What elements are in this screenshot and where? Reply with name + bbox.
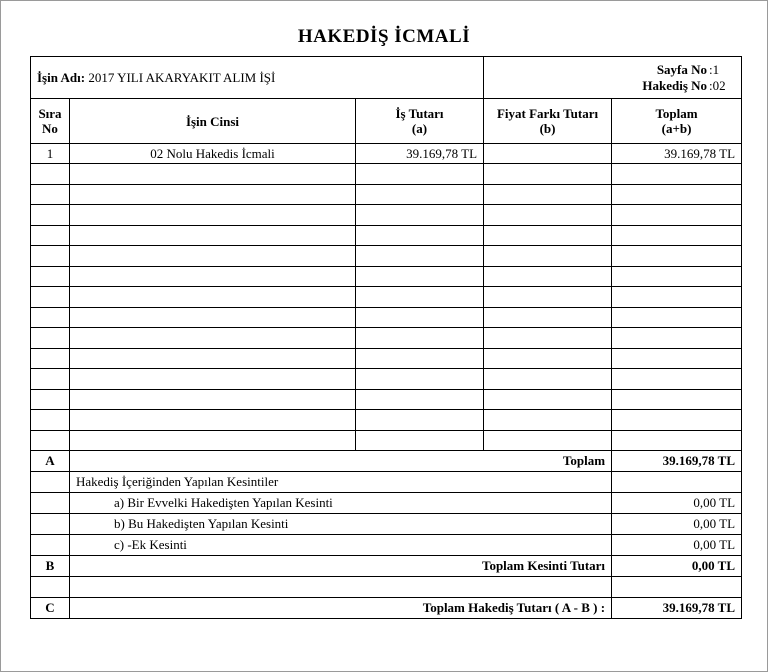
job-info-row [31, 57, 742, 99]
empty-row [31, 389, 742, 410]
empty-row [31, 266, 742, 287]
page-no-value: :1 [709, 61, 720, 77]
col-header-is-tutari: İş Tutarı (a) [356, 99, 484, 144]
summary-a-value: 39.169,78 TL [612, 451, 742, 472]
row-cinsi: 02 Nolu Hakedis İcmali [70, 144, 356, 164]
empty-row [31, 246, 742, 267]
col-header-cinsi: İşin Cinsi [70, 99, 356, 144]
empty-row [31, 205, 742, 226]
spacer-row [31, 577, 742, 598]
summary-b-value: 0,00 TL [612, 556, 742, 577]
empty-row [31, 410, 742, 431]
summary-c-text: Toplam Hakediş Tutarı ( A - B ) : [70, 598, 612, 619]
deduction-row [31, 535, 742, 556]
row-toplam: 39.169,78 TL [612, 144, 742, 164]
payment-no-label: Hakediş No [642, 77, 708, 93]
deductions-title: Hakediş İçeriğinden Yapılan Kesintiler [70, 472, 612, 493]
empty-row [31, 164, 742, 185]
empty-row [31, 328, 742, 349]
deduction-row [31, 493, 742, 514]
summary-row-c [31, 598, 742, 619]
deduction-value: 0,00 TL [612, 514, 742, 535]
deduction-row [31, 514, 742, 535]
deduction-label: b) Bu Hakedişten Yapılan Kesinti [70, 514, 612, 535]
page-no-label: Sayfa No [656, 61, 708, 77]
meta-cell [484, 57, 742, 99]
col-header-sira: Sıra No [31, 99, 70, 144]
empty-row [31, 307, 742, 328]
row-is-tutari: 39.169,78 TL [356, 144, 484, 164]
summary-c-label: C [31, 598, 70, 619]
summary-row-b [31, 556, 742, 577]
summary-b-label: B [31, 556, 70, 577]
deduction-value: 0,00 TL [612, 493, 742, 514]
deductions-title-row [31, 472, 742, 493]
job-name-cell [31, 57, 484, 99]
row-sira: 1 [31, 144, 70, 164]
empty-row [31, 184, 742, 205]
row-fiyat-farki [484, 144, 612, 164]
deduction-label: c) -Ek Kesinti [70, 535, 612, 556]
empty-row [31, 430, 742, 451]
document-title: HAKEDİŞ İCMALİ [297, 26, 471, 47]
empty-row [31, 225, 742, 246]
summary-b-text: Toplam Kesinti Tutarı [70, 556, 612, 577]
summary-row-a [31, 451, 742, 472]
table-row [31, 144, 742, 164]
summary-a-label: A [31, 451, 70, 472]
col-header-fiyat-farki: Fiyat Farkı Tutarı (b) [484, 99, 612, 144]
payment-no-value: :02 [709, 77, 726, 93]
summary-c-value: 39.169,78 TL [612, 598, 742, 619]
summary-a-text: Toplam [70, 451, 612, 472]
column-header-row [31, 99, 742, 144]
deduction-label: a) Bir Evvelki Hakedişten Yapılan Kesinti [70, 493, 612, 514]
deduction-value: 0,00 TL [612, 535, 742, 556]
col-header-toplam: Toplam (a+b) [612, 99, 742, 144]
empty-row [31, 348, 742, 369]
job-name-label: İşin Adı: [37, 69, 86, 85]
empty-row [31, 287, 742, 308]
empty-row [31, 369, 742, 390]
job-name-value: 2017 YILI AKARYAKIT ALIM İŞİ [88, 69, 276, 85]
hakedis-table [30, 56, 742, 619]
